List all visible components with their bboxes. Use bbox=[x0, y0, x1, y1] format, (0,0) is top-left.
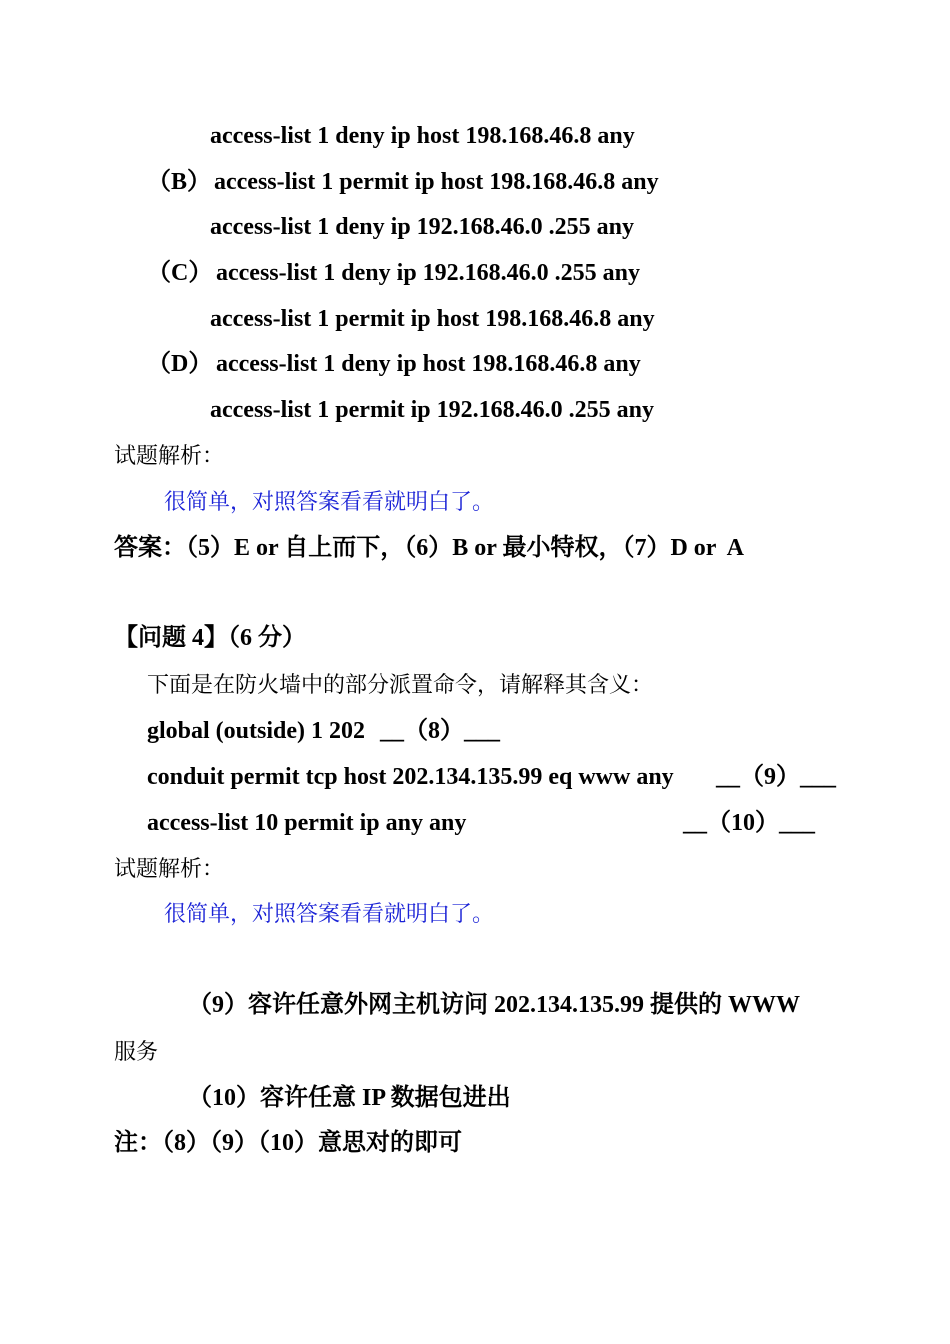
analysis-text-1: 很简单，对照答案看看就明白了。 bbox=[164, 490, 495, 515]
analysis-text-2: 很简单，对照答案看看就明白了。 bbox=[164, 902, 495, 927]
blank-9: __（9）___ bbox=[716, 764, 836, 790]
option-a-line2: access-list 1 deny ip host 198.168.46.8 any bbox=[210, 123, 635, 149]
blank-8: __（8）___ bbox=[380, 718, 500, 744]
question4-prompt: 下面是在防火墙中的部分派置命令，请解释其含义： bbox=[147, 673, 654, 698]
answer-9-line2: 服务 bbox=[114, 1040, 159, 1065]
answer-note: 注：（8）（9）（10）意思对的即可 bbox=[114, 1130, 462, 1156]
option-d-label: （D） bbox=[147, 351, 213, 377]
option-c-line1: access-list 1 deny ip 192.168.46.0 .255 any bbox=[216, 260, 641, 286]
option-b-line2: access-list 1 deny ip 192.168.46.0 .255 any bbox=[210, 214, 635, 240]
analysis-label-2: 试题解析： bbox=[114, 857, 225, 882]
question4-heading: 【问题 4】（6 分） bbox=[114, 625, 306, 651]
command-global: global (outside) 1 202 bbox=[147, 718, 366, 744]
option-b-line1: access-list 1 permit ip host 198.168.46.8 any bbox=[214, 169, 659, 195]
answer-9-line1: （9）容许任意外网主机访问 202.134.135.99 提供的 WWW bbox=[188, 992, 800, 1018]
analysis-label-1: 试题解析： bbox=[114, 444, 225, 469]
option-c-line2: access-list 1 permit ip host 198.168.46.8 any bbox=[210, 306, 655, 332]
answer-10: （10）容许任意 IP 数据包进出 bbox=[188, 1085, 511, 1111]
option-c-label: （C） bbox=[147, 260, 213, 286]
option-d-line2: access-list 1 permit ip 192.168.46.0 .255 any bbox=[210, 397, 654, 423]
answer-line: 答案：（5）E or 自上而下，（6）B or 最小特权，（7）D or A bbox=[114, 535, 745, 561]
command-access-list: access-list 10 permit ip any any bbox=[147, 810, 467, 836]
option-d-line1: access-list 1 deny ip host 198.168.46.8 any bbox=[216, 351, 641, 377]
option-b-label: （B） bbox=[147, 169, 212, 195]
command-conduit: conduit permit tcp host 202.134.135.99 eq www any bbox=[147, 764, 674, 790]
blank-10: __（10）___ bbox=[683, 810, 815, 836]
